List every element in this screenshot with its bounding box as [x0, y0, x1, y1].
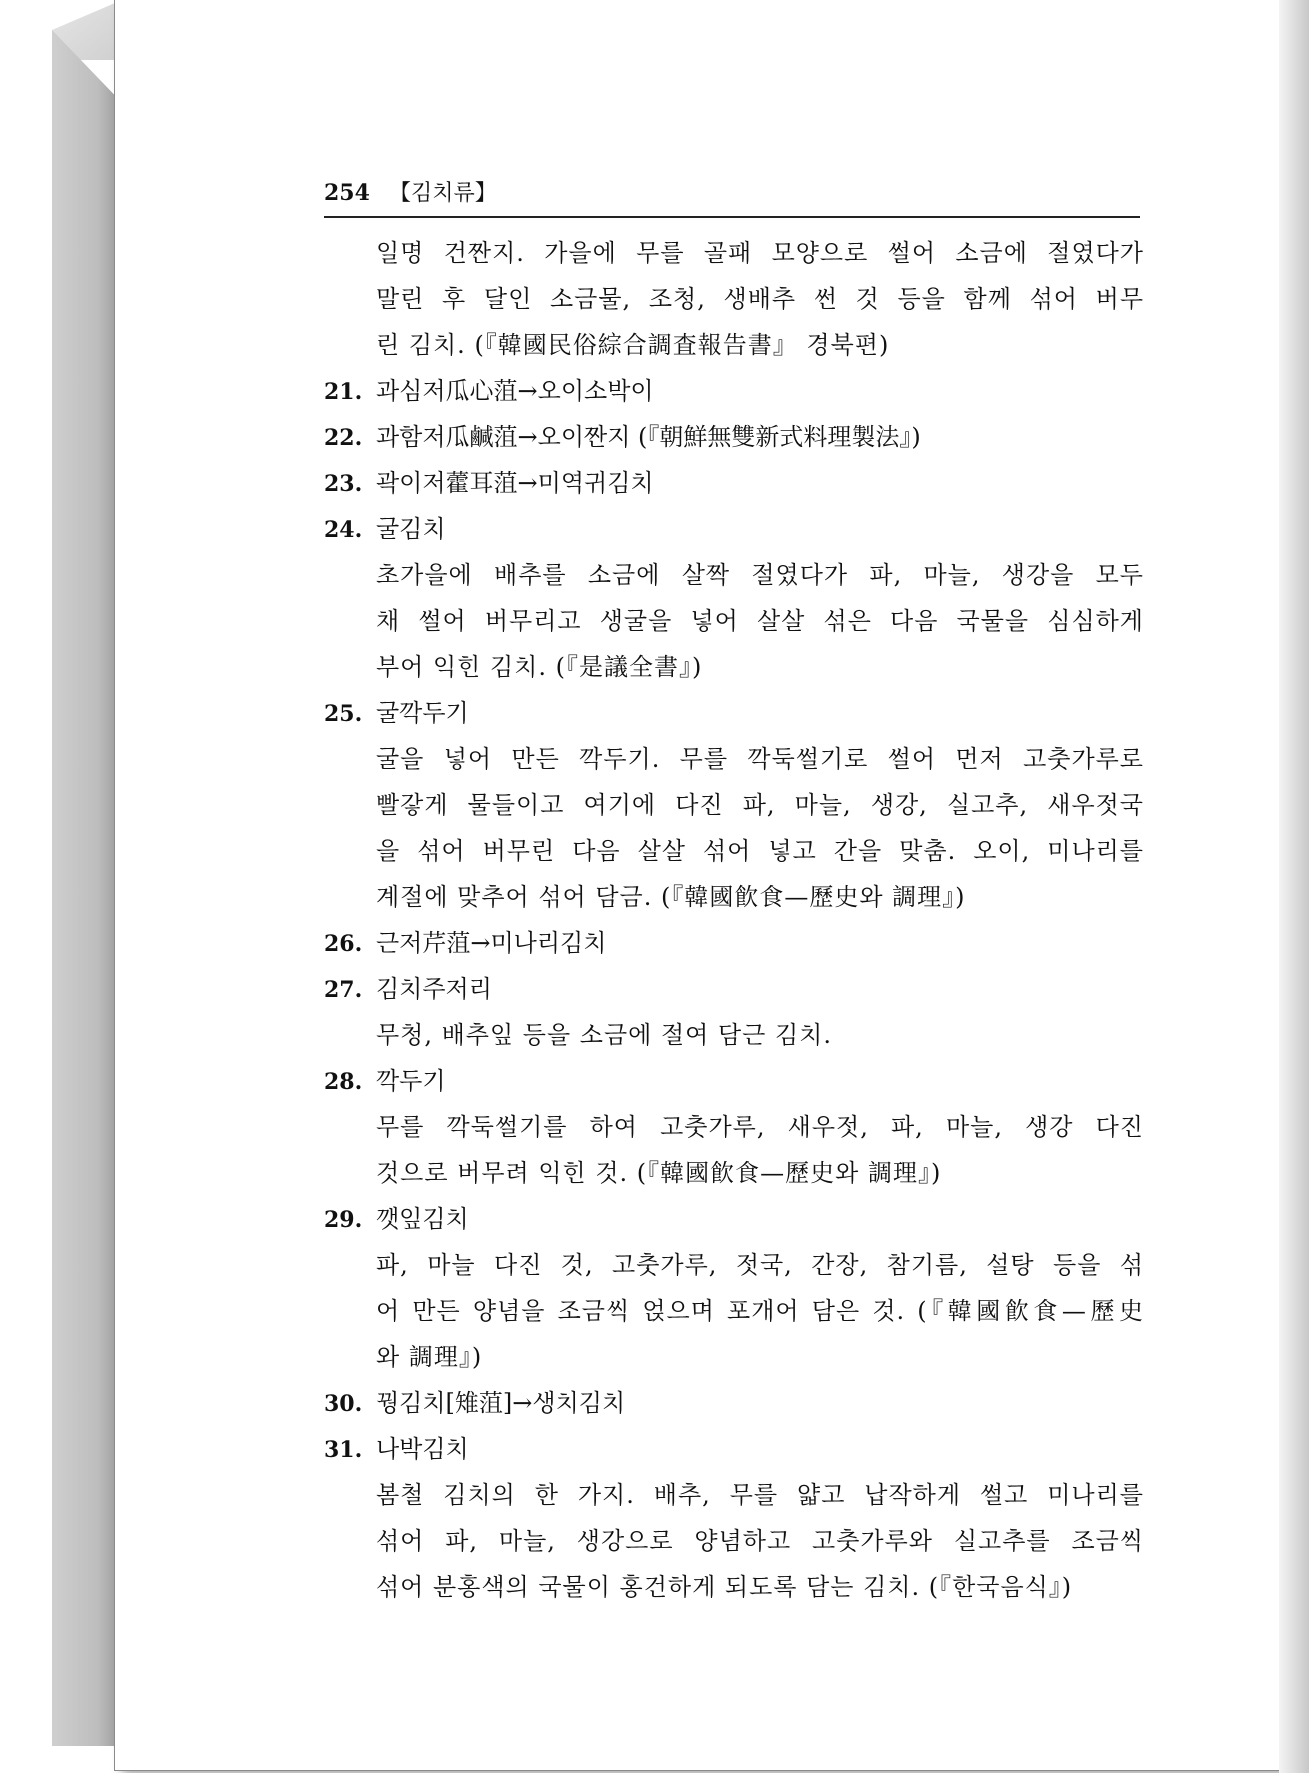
description-line: 빨갛게 물들이고 여기에 다진 파, 마늘, 생강, 실고추, 새우젓국	[376, 791, 1144, 819]
entry-title: 김치주저리	[376, 975, 492, 1003]
entry-number: 27.	[324, 977, 363, 1003]
entry-title: 굴김치	[376, 515, 446, 543]
description-line: 무청, 배추잎 등을 소금에 절여 담근 김치.	[376, 1021, 832, 1049]
entry-number: 31.	[324, 1437, 363, 1463]
description-line: 계절에 맞추어 섞어 담금. (『韓國飮食—歷史와 調理』)	[376, 883, 966, 911]
entry-heading	[324, 1380, 1144, 1426]
entry-number: 24.	[324, 517, 363, 543]
entry-heading	[324, 414, 1144, 460]
entry-heading	[324, 506, 1144, 552]
entry-title: 꿩김치[雉菹]→생치김치	[376, 1389, 626, 1417]
entry-heading	[324, 966, 1144, 1012]
description-line: 봄철 김치의 한 가지. 배추, 무를 얇고 납작하게 썰고 미나리를	[376, 1481, 1144, 1509]
description-line: 초가을에 배추를 소금에 살짝 절였다가 파, 마늘, 생강을 모두	[376, 561, 1144, 589]
entry-description	[376, 552, 1144, 690]
description-line: 파, 마늘 다진 것, 고춧가루, 젓국, 간장, 참기름, 설탕 등을 섞	[376, 1251, 1144, 1279]
description-line: 부어 익힌 김치. (『是議全書』)	[376, 653, 703, 681]
entry-title: 굴깍두기	[376, 699, 469, 727]
description-line: 굴을 넣어 만든 깍두기. 무를 깍둑썰기로 썰어 먼저 고춧가루로	[376, 745, 1144, 773]
entry-20-description	[376, 230, 1144, 368]
description-line: 린 김치. (『韓國民俗綜合調査報告書』 경북편)	[376, 331, 890, 359]
description-line: 일명 건짠지. 가을에 무를 골패 모양으로 썰어 소금에 절였다가	[376, 239, 1144, 267]
entry-description	[376, 1472, 1144, 1610]
entry-title: 과함저瓜鹹菹→오이짠지 (『朝鮮無雙新式料理製法』)	[376, 423, 921, 451]
description-line: 어 만든 양념을 조금씩 얹으며 포개어 담은 것. (『韓國飮食—歷史	[376, 1297, 1144, 1325]
entry-title: 깻잎김치	[376, 1205, 469, 1233]
entry-number: 30.	[324, 1391, 363, 1417]
description-line: 을 섞어 버무린 다음 살살 섞어 넣고 간을 맞춤. 오이, 미나리를	[376, 837, 1144, 865]
entry-heading	[324, 920, 1144, 966]
description-line: 채 썰어 버무리고 생굴을 넣어 살살 섞은 다음 국물을 심심하게	[376, 607, 1144, 635]
entry-title: 곽이저藿耳菹→미역귀김치	[376, 469, 654, 497]
entry-description	[376, 1012, 1144, 1058]
page-edge-shadow	[1279, 0, 1309, 1773]
book-spine	[52, 30, 118, 1746]
entry-number: 25.	[324, 701, 363, 727]
entry-list	[324, 368, 1144, 1610]
entry-heading	[324, 1196, 1144, 1242]
section-title: 【김치류】	[388, 181, 497, 206]
description-line: 섞어 분홍색의 국물이 홍건하게 되도록 담는 김치. (『한국음식』)	[376, 1573, 1073, 1601]
entry-title: 나박김치	[376, 1435, 469, 1463]
entry-title: 과심저瓜心菹→오이소박이	[376, 377, 654, 405]
entry-description	[376, 1104, 1144, 1196]
entry-heading	[324, 460, 1144, 506]
entry-number: 29.	[324, 1207, 363, 1233]
entry-heading	[324, 368, 1144, 414]
description-line: 섞어 파, 마늘, 생강으로 양념하고 고춧가루와 실고추를 조금씩	[376, 1527, 1144, 1555]
entry-number: 28.	[324, 1069, 363, 1095]
entry-heading	[324, 1426, 1144, 1472]
entry-heading	[324, 690, 1144, 736]
entry-number: 22.	[324, 425, 363, 451]
entry-description	[376, 1242, 1144, 1380]
entry-number: 21.	[324, 379, 363, 405]
entry-title: 깍두기	[376, 1067, 446, 1095]
entry-number: 26.	[324, 931, 363, 957]
description-line: 와 調理』)	[376, 1343, 483, 1371]
entry-number: 23.	[324, 471, 363, 497]
running-header	[324, 176, 1140, 218]
description-line: 말린 후 달인 소금물, 조청, 생배추 썬 것 등을 함께 섞어 버무	[376, 285, 1144, 313]
description-line: 무를 깍둑썰기를 하여 고춧가루, 새우젓, 파, 마늘, 생강 다진	[376, 1113, 1144, 1141]
entry-heading	[324, 1058, 1144, 1104]
entry-title: 근저芹菹→미나리김치	[376, 929, 607, 957]
entry-description	[376, 736, 1144, 920]
description-line: 것으로 버무려 익힌 것. (『韓國飮食—歷史와 調理』)	[376, 1159, 942, 1187]
page-number: 254	[324, 180, 370, 206]
dictionary-content	[324, 230, 1144, 1610]
